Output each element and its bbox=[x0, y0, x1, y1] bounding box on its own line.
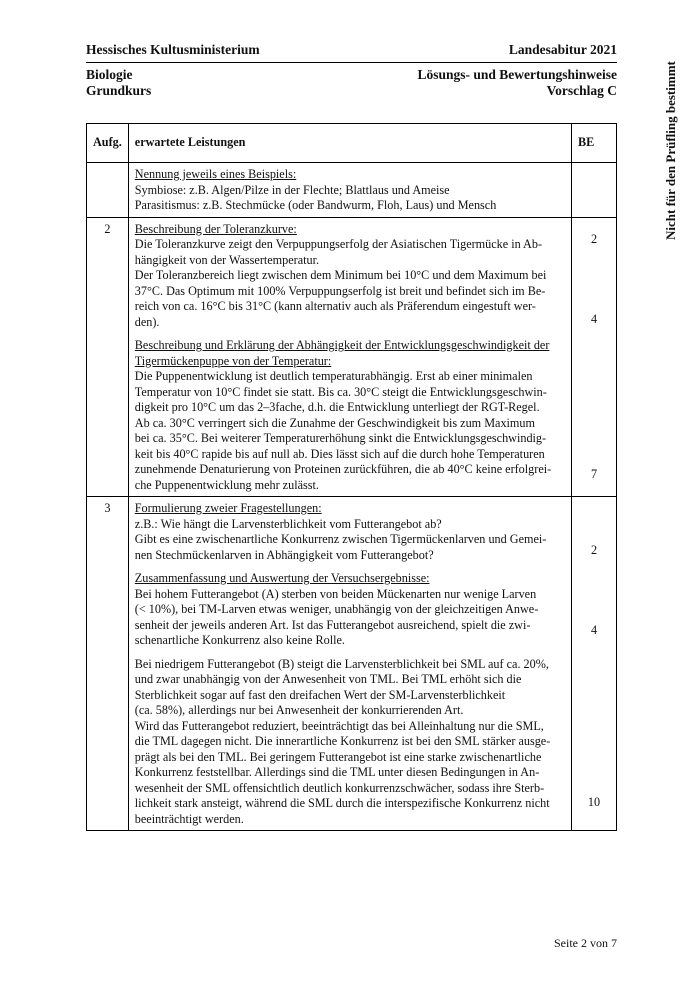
block-heading: Tigermückenpuppe von der Temperatur: bbox=[134, 353, 332, 368]
solutions-table bbox=[86, 123, 617, 831]
points-cell bbox=[572, 163, 617, 246]
ministry-name: Hessisches Kultusministerium bbox=[86, 42, 260, 57]
text-line: Bei niedrigem Futterangebot (B) steigt die Larvensterblichkeit bei SML auf ca. 20%, bbox=[134, 656, 549, 671]
task-number bbox=[87, 163, 129, 218]
header-rule bbox=[86, 62, 617, 63]
points-value: 10 bbox=[587, 795, 601, 809]
block-heading: Beschreibung und Erklärung der Abhängigkeit der Entwicklungsgeschwindigkeit der bbox=[134, 338, 550, 352]
text-line: Der Toleranzbereich liegt zwischen dem Minimum bei 10°C und dem Maximum bei bbox=[134, 268, 547, 282]
doc-type: Lösungs- und Bewertungshinweise bbox=[417, 67, 617, 82]
points-cell bbox=[572, 497, 617, 831]
table-row bbox=[87, 217, 617, 497]
answer-block bbox=[135, 218, 565, 334]
text-line: z.B.: Wie hängt die Larvensterblichkeit vom Futterangebot ab? bbox=[134, 516, 442, 531]
text-line: Die Puppenentwicklung ist deutlich temperaturabhängig. Erst ab einer minimalen bbox=[134, 369, 533, 383]
text-line: Die Toleranzkurve zeigt den Verpuppungserfolg der Asiatischen Tigermücke in Ab- bbox=[134, 237, 542, 251]
points-value: 2 bbox=[590, 232, 598, 246]
text-line: (ca. 58%), allerdings nur bei Anwesenheit der konkurrierenden Art. bbox=[134, 703, 464, 717]
proposal: Vorschlag C bbox=[546, 83, 617, 98]
answer-block bbox=[135, 566, 565, 652]
text-line: nen Stechmückenlarven in Abhängigkeit vom Futterangebot? bbox=[134, 547, 434, 562]
text-line: keit bis 40°C rapide bis auf null ab. Dies lässt sich auf die durch hohe Temperaturen bbox=[134, 446, 545, 461]
text-line: (< 10%), bei TM-Larven etwas weniger, unabhängig von der gleichzeitigen Anwe- bbox=[134, 602, 539, 616]
block-heading: Nennung jeweils eines Beispiels: bbox=[134, 167, 297, 181]
expected-cell bbox=[128, 497, 571, 831]
page-number: Seite 2 von 7 bbox=[554, 936, 617, 950]
exam-title: Landesabitur 2021 bbox=[508, 42, 617, 57]
points-value: 7 bbox=[590, 466, 598, 481]
text-line: hängigkeit von der Wassertemperatur. bbox=[134, 252, 320, 267]
answer-block bbox=[135, 163, 565, 217]
column-header-task: Aufg. bbox=[87, 124, 129, 163]
text-line: Symbiose: z.B. Algen/Pilze in der Flechte; Blattlaus und Ameise bbox=[134, 182, 450, 197]
expected-cell bbox=[128, 217, 571, 497]
text-line: schenartliche Konkurrenz also keine Rolle. bbox=[134, 633, 345, 647]
expected-cell bbox=[128, 163, 571, 218]
course: Grundkurs bbox=[86, 83, 152, 98]
text-line: den). bbox=[134, 314, 160, 329]
table-row bbox=[87, 497, 617, 831]
text-line: die TML dagegen nicht. Die innerartliche Konkurrenz ist bei den SML stärker ausge- bbox=[134, 734, 551, 748]
block-heading: Zusammenfassung und Auswertung der Versuchsergebnisse: bbox=[134, 571, 430, 585]
text-line: Ab ca. 30°C verringert sich die Zunahme der Geschwindigkeit bis zum Maximum bbox=[134, 415, 535, 430]
table-header-row bbox=[87, 124, 617, 163]
text-line: digkeit pro 10°C um das 2–3fache, d.h. die Entwicklung unterliegt der RGT-Regel. bbox=[134, 400, 540, 414]
text-line: wesenheit der SML offensichtlich deutlich konkurrenzschwächer, sodass ihre Sterb- bbox=[134, 780, 545, 795]
text-line: Temperatur von 10°C findet sie statt. Bis ca. 30°C steigt die Entwicklungsgeschwin- bbox=[134, 384, 547, 399]
text-line: zunehmende Denaturierung von Proteinen zurückführen, die ab 40°C keine erfolgrei- bbox=[134, 462, 552, 476]
text-line: che Puppenentwicklung mehr zulässt. bbox=[134, 477, 319, 492]
block-heading: Formulierung zweier Fragestellungen: bbox=[134, 501, 322, 515]
points-value: 2 bbox=[590, 543, 598, 557]
answer-block bbox=[135, 333, 565, 496]
points-value: 4 bbox=[590, 311, 598, 326]
text-line: 37°C. Das Optimum mit 100% Verpuppungserfolg ist breit und befindet sich im Be- bbox=[134, 283, 546, 298]
text-line: Bei hohem Futterangebot (A) sterben von beiden Mückenarten nur wenige Larven bbox=[134, 586, 537, 601]
text-line: und zwar unabhängig von der Anwesenheit von TML. Bei TML erhöht sich die bbox=[134, 672, 522, 686]
text-line: bei ca. 35°C. Bei weiterer Temperaturerhöhung sinkt die Entwicklungsgeschwindig- bbox=[134, 431, 547, 445]
text-line: Sterblichkeit sogar auf fast den dreifachen Wert der SM-Larvensterblichkeit bbox=[134, 687, 506, 702]
text-line: senheit der jeweils anderen Art. Ist das Futterangebot ausreichend, spielt die zwi- bbox=[134, 617, 531, 632]
subject: Biologie bbox=[86, 67, 133, 82]
column-header-expected: erwartete Leistungen bbox=[128, 124, 571, 163]
side-note: Nicht für den Prüfling bestimmt bbox=[663, 61, 678, 240]
text-line: reich von ca. 16°C bis 31°C (kann alternativ auch als Präferendum eingestuft wer- bbox=[134, 299, 536, 313]
text-line: beeinträchtigt werden. bbox=[134, 811, 244, 826]
text-line: Konkurrenz feststellbar. Allerdings sind die TML unter diesen Bedingungen in An- bbox=[134, 765, 540, 779]
text-line: Gibt es eine zwischenartliche Konkurrenz zwischen Tigermückenlarven und Gemei- bbox=[134, 532, 547, 546]
text-line: prägt als bei den TML. Bei geringem Futterangebot ist eine starke zwischenartliche bbox=[134, 749, 542, 764]
points-cell bbox=[572, 217, 617, 497]
block-heading: Beschreibung der Toleranzkurve: bbox=[134, 221, 297, 236]
points-value: 4 bbox=[590, 623, 598, 637]
text-line: lichkeit stark ansteigt, während die SML durch die interspezifische Konkurrenz nicht bbox=[134, 796, 550, 810]
answer-block bbox=[135, 652, 565, 831]
text-line: Parasitismus: z.B. Stechmücke (oder Bandwurm, Floh, Laus) und Mensch bbox=[134, 198, 497, 212]
column-header-points: BE bbox=[572, 124, 617, 163]
table-row bbox=[87, 163, 617, 218]
answer-block bbox=[135, 497, 565, 566]
task-number: 3 bbox=[87, 497, 129, 831]
task-number: 2 bbox=[87, 217, 129, 497]
text-line: Wird das Futterangebot reduziert, beeinträchtigt das bei Alleinhaltung nur die SML, bbox=[134, 718, 544, 733]
